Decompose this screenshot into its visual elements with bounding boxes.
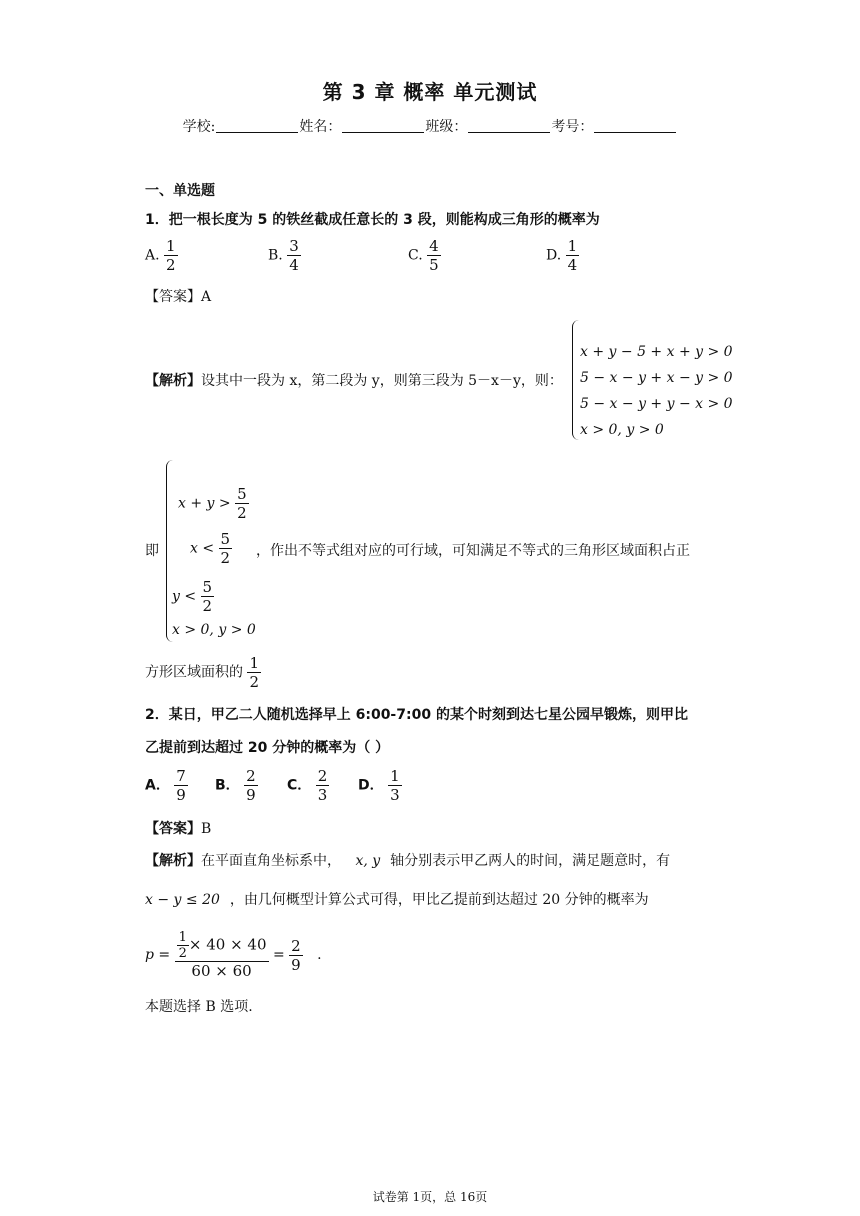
q2-b-fraction: $\frac{2}{9}$	[246, 767, 256, 804]
q1-tail-fraction: $\frac{1}{2}$	[249, 654, 259, 691]
q1-a-fraction: $\frac{1}{2}$	[166, 237, 176, 274]
number-blank[interactable]	[594, 118, 676, 133]
q2-option-d: D． $\frac{1}{3}$	[358, 767, 400, 804]
q2-options: A． $\frac{7}{9}$	[145, 767, 186, 804]
q2-conclusion: 本题选择 B 选项.	[145, 999, 253, 1015]
section-heading: 一、单选题	[145, 183, 215, 199]
q1-stem: 1．把一根长度为 5 的铁丝截成任意长的 3 段，则能构成三角形的概率为	[145, 212, 600, 228]
name-label: 姓名：	[299, 119, 342, 135]
q2-analysis-line2: x − y ≤ 20 ，由几何概型计算公式可得，甲比乙提前到达超过 20 分钟的概率为	[145, 892, 649, 908]
q1-analysis-cont: ，作出不等式组对应的可行域，可知满足不等式的三角形区域面积占正	[256, 543, 690, 559]
page-footer: 试卷第 1页，总 16页	[372, 1190, 488, 1204]
system1-line2: 5 − x − y + x − y > 0	[580, 370, 733, 386]
q1-option-b: B. $\frac{3}{4}$	[268, 237, 299, 274]
name-blank[interactable]	[342, 118, 424, 133]
q2-option-b: B． $\frac{2}{9}$	[215, 767, 256, 804]
ji-label: 即	[145, 543, 159, 559]
class-blank[interactable]	[468, 118, 550, 133]
q1-option-c: C. $\frac{4}{5}$	[408, 237, 439, 274]
q1-analysis-tail: 方形区域面积的 $\frac{1}{2}$	[145, 654, 259, 691]
q2-d-fraction: $\frac{1}{3}$	[390, 767, 400, 804]
q1-analysis: 【解析】设其中一段为 x，第二段为 y，则第三段为 5－x－y，则：	[145, 373, 563, 389]
page-title: 第 3 章 概率 单元测试	[322, 80, 538, 104]
q1-d-fraction: $\frac{1}{4}$	[567, 237, 578, 274]
system2-line2: x < $\frac{5}{2}$	[190, 530, 231, 567]
system2-line4: x > 0, y > 0	[172, 622, 256, 638]
system1-line1: x + y − 5 + x + y > 0	[580, 344, 733, 360]
q2-answer: 【答案】B	[145, 821, 212, 837]
formula-result-fraction: $\frac{2}{9}$	[291, 936, 301, 974]
q1-c-fraction: $\frac{4}{5}$	[429, 237, 439, 274]
q1-option-d: D. $\frac{1}{4}$	[546, 237, 578, 274]
number-label: 考号：	[551, 119, 594, 135]
q1-answer: 【答案】A	[145, 289, 212, 305]
system1-line4: x > 0, y > 0	[580, 422, 664, 438]
q2-a-fraction: $\frac{7}{9}$	[176, 767, 186, 804]
q1-option-a: A. $\frac{1}{2}$	[145, 237, 176, 274]
system1-brace	[572, 320, 579, 440]
q2-option-c: C． $\frac{2}{3}$	[287, 767, 328, 804]
q2-stem-line2: 乙提前到达超过 20 分钟的概率为（ ）	[145, 740, 390, 756]
student-info-line	[0, 116, 860, 136]
school-label: 学校:	[182, 119, 216, 135]
q2-c-fraction: $\frac{2}{3}$	[317, 767, 328, 804]
q2-stem-line1: 2．某日，甲乙二人随机选择早上 6:00-7:00 的某个时刻到达七星公园早锻炼，则甲比	[145, 707, 688, 723]
q1-b-fraction: $\frac{3}{4}$	[289, 237, 299, 274]
school-blank[interactable]	[216, 118, 298, 133]
class-label: 班级：	[425, 119, 468, 135]
system2-line3: y < $\frac{5}{2}$	[172, 578, 213, 615]
q2-analysis-line1: 【解析】在平面直角坐标系中， x, y 轴分别表示甲乙两人的时间，满足题意时，有	[145, 853, 671, 869]
formula-main-fraction: $\frac{1}{2}$ × 40 × 40 60 × 60	[175, 930, 269, 980]
system2-line1: x + y > $\frac{5}{2}$	[178, 485, 247, 522]
system1-line3: 5 − x − y + y − x > 0	[580, 396, 733, 412]
q2-formula: p = $\frac{1}{2}$ × 40 × 40 60 × 60 = $\frac{2}{9}$ .	[145, 930, 322, 980]
